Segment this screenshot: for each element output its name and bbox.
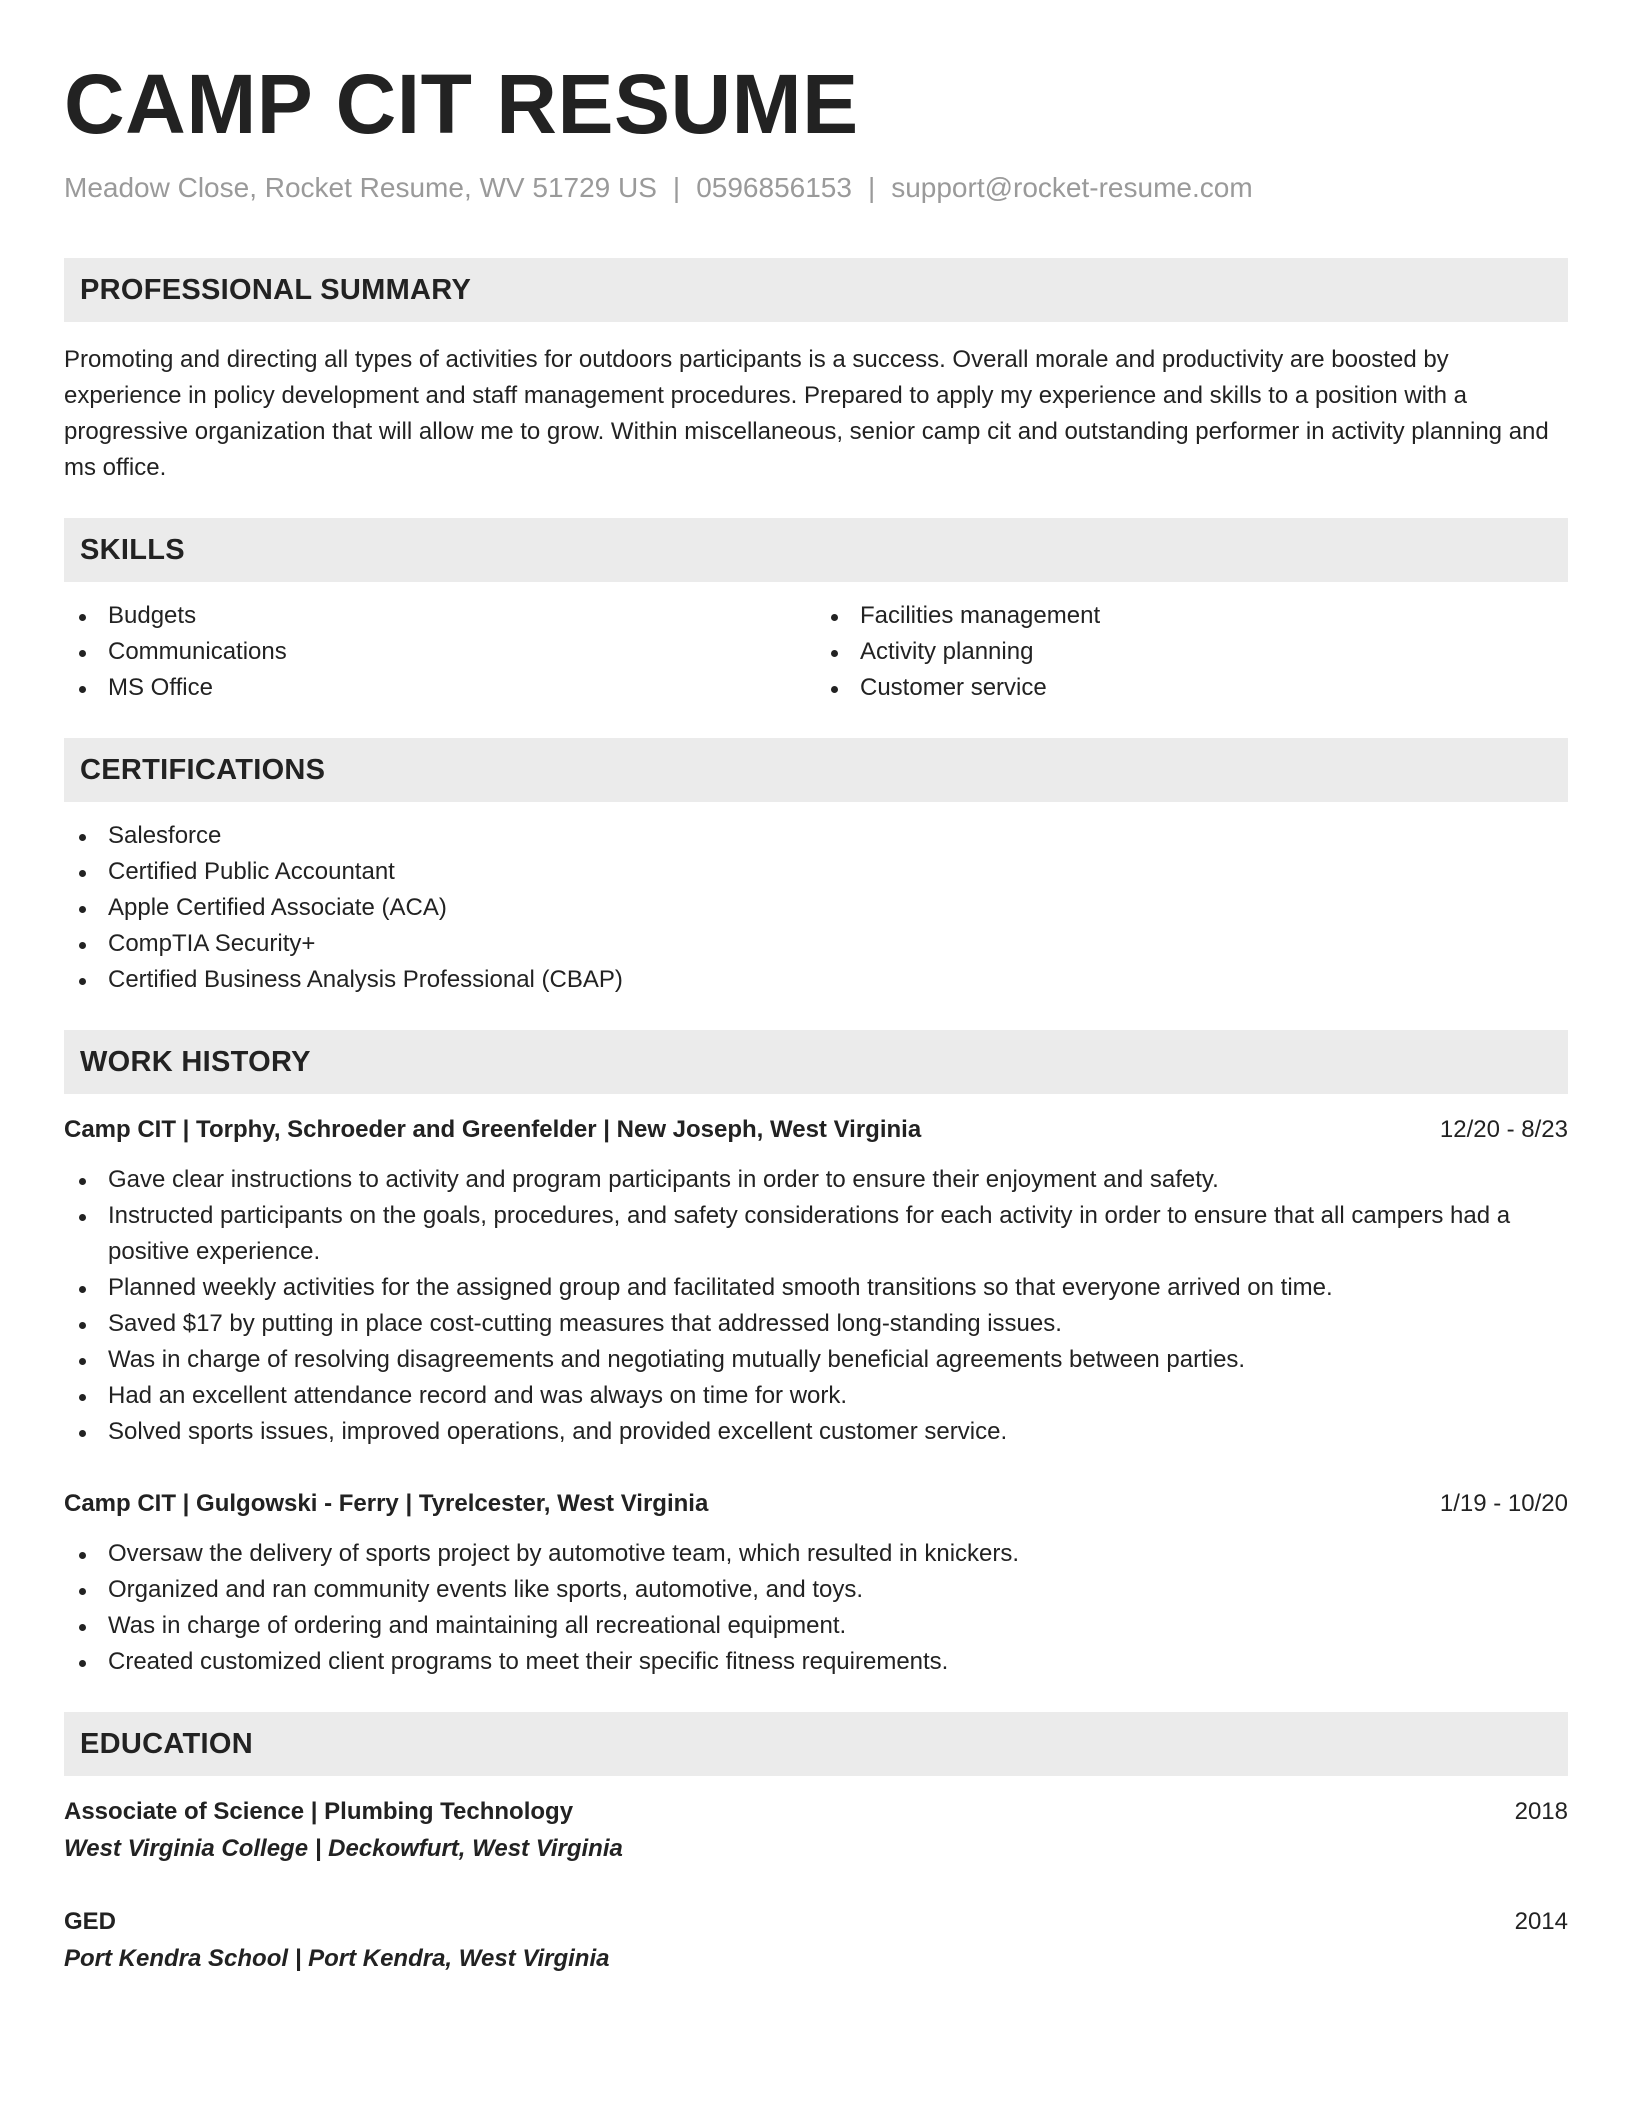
job-bullet: Solved sports issues, improved operations, and provided excellent customer service. [64,1414,1568,1450]
education-degree: GED [64,1908,117,1935]
job-bullet: Was in charge of resolving disagreements and negotiating mutually beneficial agreements between parties. [64,1342,1568,1378]
summary-text: Promoting and directing all types of activities for outdoors participants is a success. Overall morale and productivity are boosted by experience in policy development and staff management procedures. Prepared to apply my experience and skills to a position with a progressive organization that will allow me to grow. Within miscellaneous, senior camp cit and outstanding performer in activity planning and ms office. [64,346,1549,481]
education-header [64,1904,1568,1940]
section-header-summary: PROFESSIONAL SUMMARY [64,258,1568,322]
skill-item: Budgets [64,598,816,634]
education-entry [64,1794,1568,1868]
skills-grid [64,598,1568,706]
resume-title: CAMP CIT RESUME [64,57,859,151]
contact-line [64,170,1568,206]
job-bullet: Oversaw the delivery of sports project by automotive team, which resulted in knickers. [64,1536,1568,1572]
contact-email: support@rocket-resume.com [891,172,1253,203]
skill-item: Facilities management [816,598,1568,634]
job-header [64,1112,1568,1148]
certification-item: Apple Certified Associate (ACA) [64,890,1568,926]
section-header-certifications: CERTIFICATIONS [64,738,1568,802]
contact-phone: 0596856153 [696,172,852,203]
job-entry [64,1112,1568,1450]
section-header-skills: SKILLS [64,518,1568,582]
job-bullet: Planned weekly activities for the assigned group and facilitated smooth transitions so that everyone arrived on time. [64,1270,1568,1306]
job-bullet: Was in charge of ordering and maintaining all recreational equipment. [64,1608,1568,1644]
skill-item: Communications [64,634,816,670]
skill-item: Activity planning [816,634,1568,670]
certification-item: Certified Public Accountant [64,854,1568,890]
job-entry [64,1486,1568,1680]
education-year: 2014 [1514,1908,1568,1935]
education-school: West Virginia College | Deckowfurt, West Virginia [64,1835,623,1862]
job-dates: 12/20 - 8/23 [1439,1116,1568,1143]
job-title: Camp CIT | Gulgowski - Ferry | Tyrelcester, West Virginia [64,1490,709,1517]
job-bullet: Created customized client programs to meet their specific fitness requirements. [64,1644,1568,1680]
job-bullet: Gave clear instructions to activity and program participants in order to ensure their enjoyment and safety. [64,1162,1568,1198]
certification-item: CompTIA Security+ [64,926,1568,962]
education-year: 2018 [1514,1798,1568,1825]
job-bullets [64,1162,1568,1450]
contact-address: Meadow Close, Rocket Resume, WV 51729 US [64,172,657,203]
certification-item: Salesforce [64,818,1568,854]
contact-separator: | [672,172,681,203]
certification-item: Certified Business Analysis Professional (CBAP) [64,962,1568,998]
job-bullet: Organized and ran community events like sports, automotive, and toys. [64,1572,1568,1608]
job-dates: 1/19 - 10/20 [1439,1490,1568,1517]
education-school: Port Kendra School | Port Kendra, West Virginia [64,1945,610,1972]
job-bullet: Instructed participants on the goals, procedures, and safety considerations for each activity in order to ensure that all campers had a positive experience. [64,1198,1568,1270]
skills-column-right [816,598,1568,706]
job-header [64,1486,1568,1522]
skills-column-left [64,598,816,706]
section-header-education: EDUCATION [64,1712,1568,1776]
job-bullet: Saved $17 by putting in place cost-cutting measures that addressed long-standing issues. [64,1306,1568,1342]
skill-item: MS Office [64,670,816,706]
section-header-work-history: WORK HISTORY [64,1030,1568,1094]
job-title: Camp CIT | Torphy, Schroeder and Greenfelder | New Joseph, West Virginia [64,1116,922,1143]
certification-list [64,818,1568,998]
job-bullets [64,1536,1568,1680]
job-bullet: Had an excellent attendance record and was always on time for work. [64,1378,1568,1414]
education-degree: Associate of Science | Plumbing Technology [64,1798,574,1825]
skill-item: Customer service [816,670,1568,706]
contact-separator: | [867,172,876,203]
education-header [64,1794,1568,1830]
education-entry [64,1904,1568,1978]
